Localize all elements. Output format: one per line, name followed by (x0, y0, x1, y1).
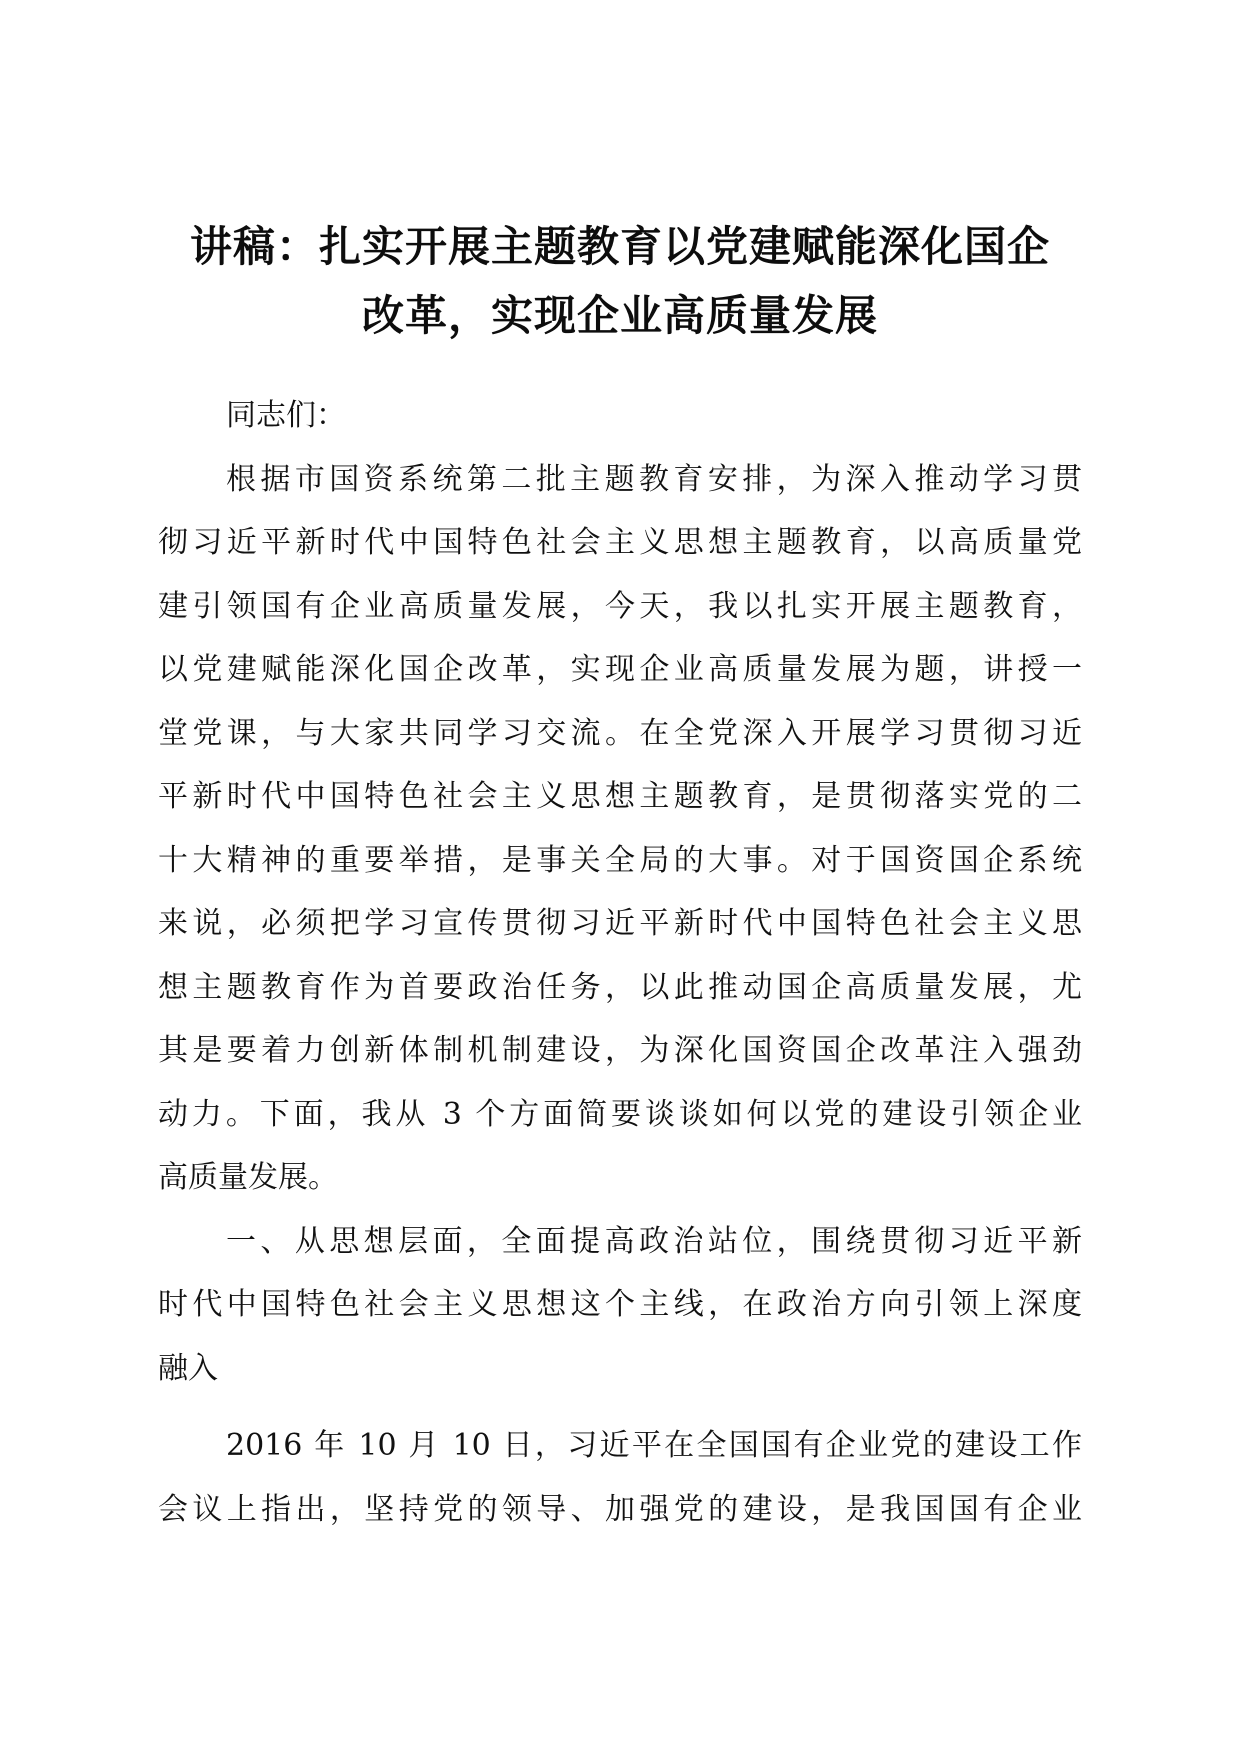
paragraph-line: 十大精神的重要举措，是事关全局的大事。对于国资国企系统 (158, 842, 1082, 878)
paragraph-line: 彻习近平新时代中国特色社会主义思想主题教育，以高质量党 (158, 525, 1082, 560)
title-line: 讲稿：扎实开展主题教育以党建赋能深化国企 (189, 222, 1050, 271)
paragraph-line: 动力。下面，我从 3 个方面简要谈谈如何以党的建设引领企业 (158, 1096, 1082, 1132)
paragraph-line: 平新时代中国特色社会主义思想主题教育，是贯彻落实党的二 (158, 779, 1082, 814)
paragraph-line: 堂党课，与大家共同学习交流。在全党深入开展学习贯彻习近 (158, 715, 1082, 751)
paragraph-line: 高质量发展。 (158, 1160, 338, 1195)
paragraph-spacer (158, 1400, 1082, 1414)
document-body (158, 384, 1082, 1541)
paragraph-line: 会议上指出，坚持党的领导、加强党的建设，是我国国有企业 (158, 1491, 1082, 1527)
document-title (150, 212, 1090, 350)
paragraph-line: 建引领国有企业高质量发展，今天，我以扎实开展主题教育， (158, 588, 1082, 624)
heading-line: 一、从思想层面，全面提高政治站位，围绕贯彻习近平新 (226, 1223, 1082, 1259)
paragraph-line: 2016 年 10 月 10 日，习近平在全国国有企业党的建设工作 (226, 1428, 1082, 1463)
heading-line: 时代中国特色社会主义思想这个主线，在政治方向引领上深度 (158, 1287, 1082, 1322)
paragraph-line: 来说，必须把学习宣传贯彻习近平新时代中国特色社会主义思 (158, 906, 1082, 941)
paragraph-line: 想主题教育作为首要政治任务，以此推动国企高质量发展，尤 (158, 969, 1082, 1005)
paragraph-line: 其是要着力创新体制机制建设，为深化国资国企改革注入强劲 (158, 1033, 1082, 1068)
paragraph-line: 根据市国资系统第二批主题教育安排，为深入推动学习贯 (226, 461, 1082, 497)
title-line: 改革，实现企业高质量发展 (361, 291, 878, 340)
section-heading-1 (158, 1210, 1082, 1401)
paragraph-intro (158, 448, 1082, 1210)
paragraph-line: 以党建赋能深化国企改革，实现企业高质量发展为题，讲授一 (158, 652, 1082, 687)
paragraph-section-1 (158, 1414, 1082, 1541)
salutation: 同志们： (226, 398, 346, 433)
heading-line: 融入 (158, 1350, 218, 1386)
